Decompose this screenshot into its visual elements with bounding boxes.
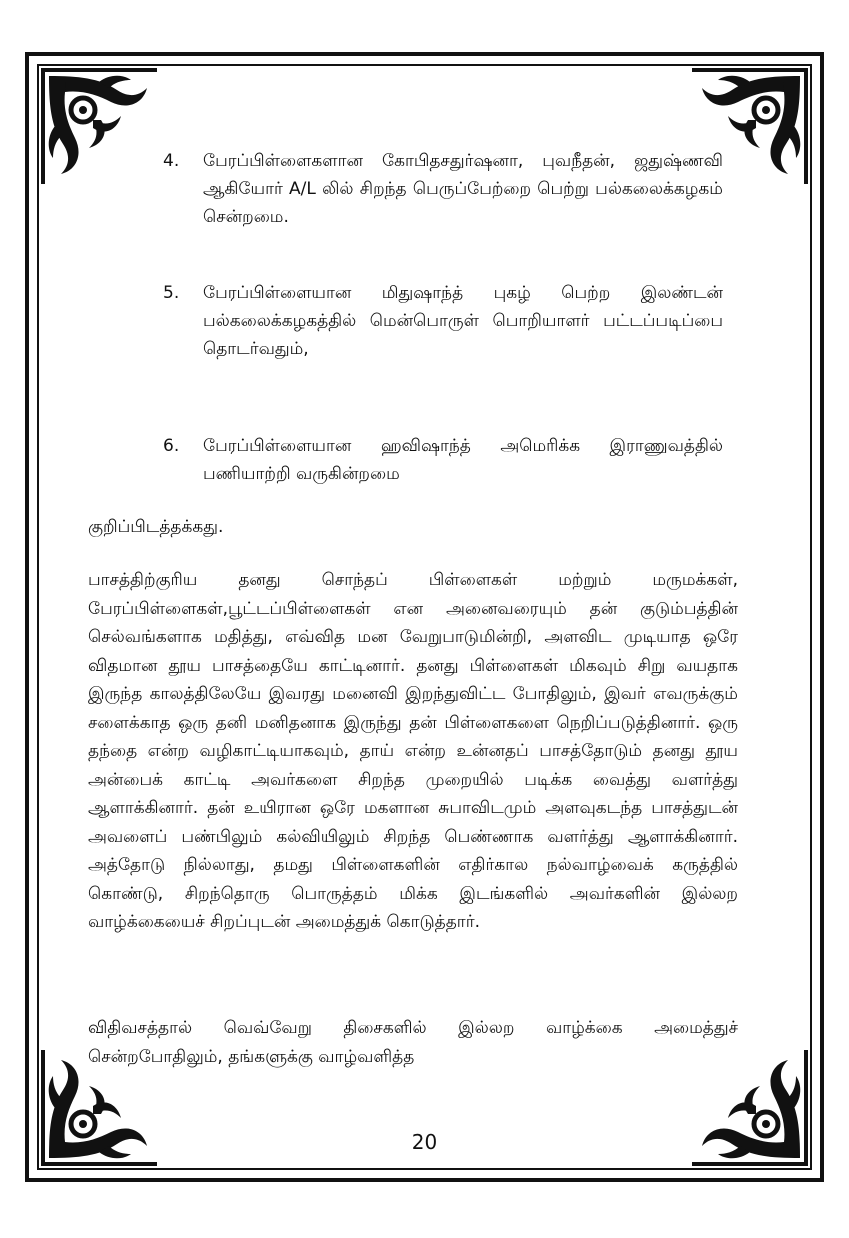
list-text: பேரப்பிள்ளையான மிதுஷாந்த் புகழ் பெற்ற இலண்டன் பல்கலைக்கழகத்தில் மென்பொருள் பொறியாளர் பட்டப்படிப்பை தொடர்வதும், (203, 283, 723, 359)
body-paragraph: பாசத்திற்குரிய தனது சொந்தப் பிள்ளைகள் மற்றும் மருமக்கள், பேரப்பிள்ளைகள்,பூட்டப்பிள்ளைகள் என அனைவரையும் தன் குடும்பத்தின் செல்வங்களாக மதித்து, எவ்வித மன வேறுபாடுமின்றி, அளவிட முடியாத ஒரே விதமான தூய பாசத்தையே காட்டினார். தனது பிள்ளைகள் மிகவும் சிறு வயதாக இருந்த காலத்திலேயே இவரது மனைவி இறந்துவிட்ட போதிலும், இவர் எவருக்கும் சளைக்காத ஒரு தனி மனிதனாக இருந்து தன் பிள்ளைகளை நெறிப்படுத்தினார். ஒரு தந்தை என்ற வழிகாட்டியாகவும், தாய் என்ற உன்னதப் பாசத்தோடும் தனது தூய அன்பைக் காட்டி அவர்களை சிறந்த முறையில் படிக்க வைத்து வளர்த்து ஆளாக்கினார். தன் உயிரான ஒரே மகளான சுபாவிடமும் அளவுகடந்த பாசத்துடன் அவளைப் பண்பிலும் கல்வியிலும் சிறந்த பெண்ணாக வளர்த்து ஆளாக்கினார். அத்தோடு நில்லாது, தமது பிள்ளைகளின் எதிர்கால நல்வாழ்வைக் கருத்தில் கொண்டு, சிறந்தொரு பொருத்தம் மிக்க இடங்களில் அவர்களின் இல்லற வாழ்க்கையைச் சிறப்புடன் அமைத்துக் கொடுத்தார். (88, 570, 738, 932)
list-item (163, 147, 723, 231)
list-number: 4. (163, 151, 180, 171)
corner-ornament-icon (39, 66, 159, 186)
list-number: 5. (163, 283, 180, 303)
list-text: பேரப்பிள்ளைகளான கோபிதசதுர்ஷனா, புவநீதன், ஜதுஷ்ணவி ஆகியோர் A/L லில் சிறந்த பெருப்பேற்றை பெற்று பல்கலைக்கழகம் சென்றமை. (203, 151, 723, 227)
list-item (163, 432, 723, 488)
list-item (163, 279, 723, 363)
list-text: பேரப்பிள்ளையான ஹவிஷாந்த் அமெரிக்க இராணுவத்தில் பணியாற்றி வருகின்றமை (203, 436, 723, 484)
body-paragraph-continued: விதிவசத்தால் வெவ்வேறு திசைகளில் இல்லற வாழ்க்கை அமைத்துச் சென்றபோதிலும், தங்களுக்கு வாழ்வளித்த (88, 1018, 738, 1067)
intro-line: குறிப்பிடத்தக்கது. (88, 517, 224, 537)
page-number: 20 (411, 1130, 438, 1154)
list-number: 6. (163, 436, 180, 456)
